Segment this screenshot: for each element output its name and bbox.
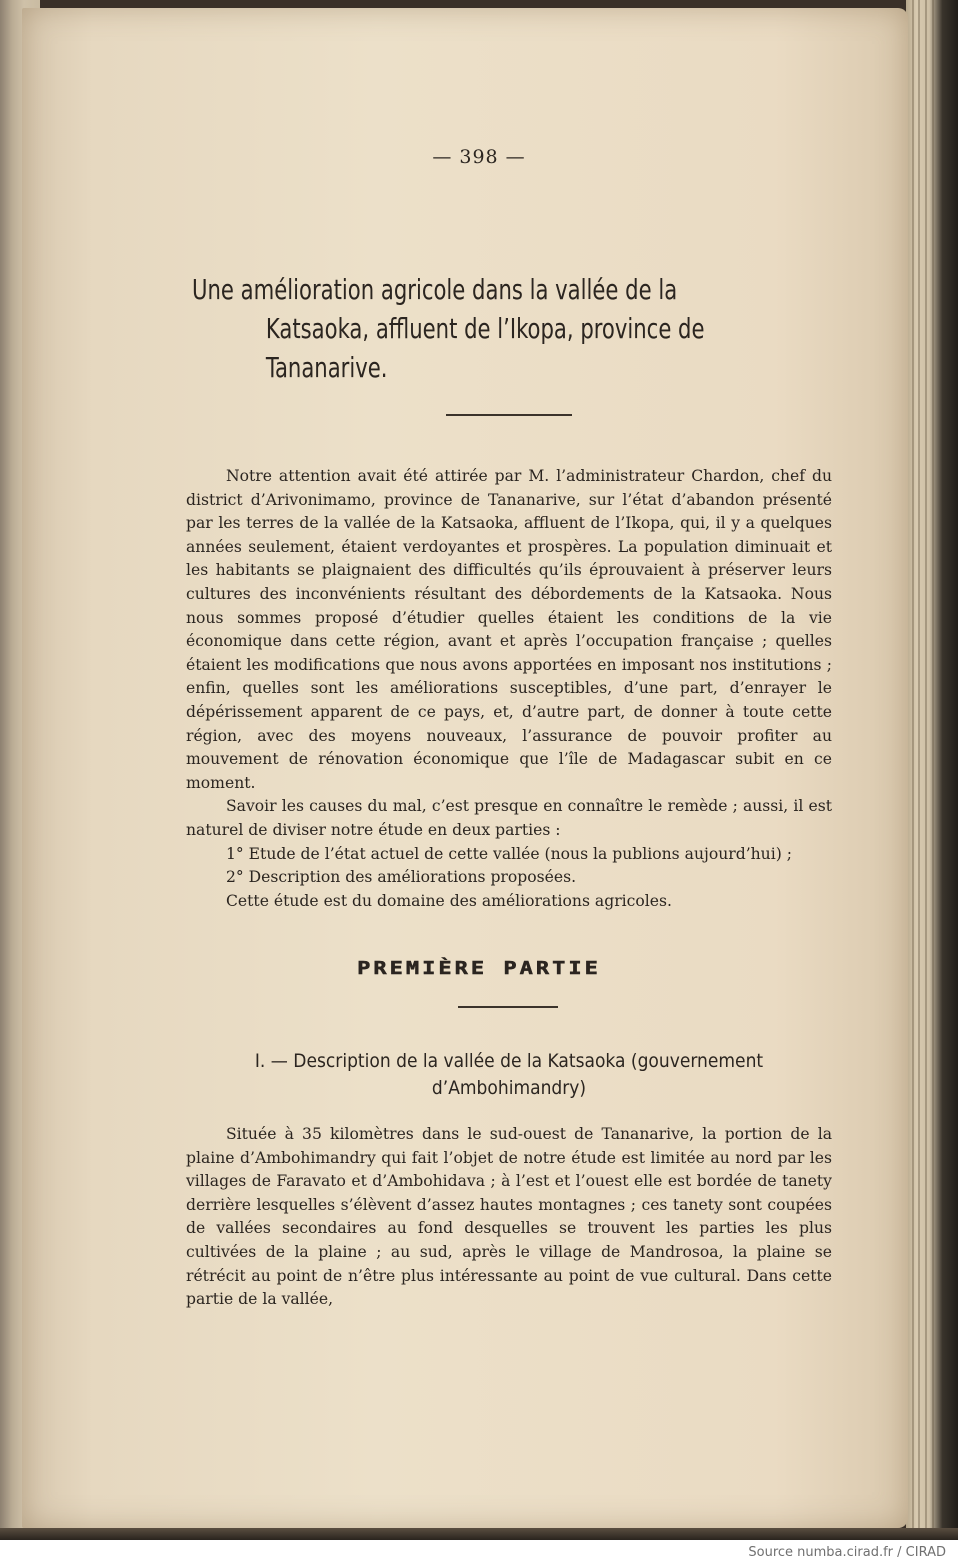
article-title (192, 270, 835, 387)
book-bottom-edge (0, 1528, 958, 1540)
book-right-edge (906, 0, 958, 1540)
title-line-2: Katsaoka, affluent de l’Ikopa, province de (265, 312, 705, 345)
intro-text (186, 465, 832, 913)
intro-paragraph-2: Savoir les causes du mal, c’est presque en connaître le remède ; aussi, il est naturel de diviser notre étude en deux parties : (186, 797, 832, 839)
section-heading (186, 1048, 832, 1102)
section-paragraph: Située à 35 kilomètres dans le sud-ouest de Tananarive, la portion de la plaine d’Ambohimandry qui fait l’objet de notre étude est limitée au nord par les villages de Faravato et d’Ambohidava ; à l’est et l’ouest elle est bordée de tanety derrière lesquelles s’élèvent d’assez hautes montagnes ; ces tanety sont coupées de vallées secondaires au fond desquelles se trouvent les parties les plus cultivées de la plaine ; au sud, après le village de Mandrosoa, la plaine se rétrécit au point de n’être plus intéressante au point de vue cultural. Dans cette partie de la vallée, (186, 1125, 832, 1309)
source-credit: Source numba.cirad.fr / CIRAD (748, 1545, 946, 1560)
title-line-1: Une amélioration agricole dans la vallée de la (192, 273, 678, 306)
section-text (186, 1123, 832, 1312)
list-item-1: 1° Etude de l’état actuel de cette vallée (nous la publions aujourd’hui) ; (226, 844, 793, 863)
part-heading: PREMIÈRE PARTIE (357, 958, 601, 979)
title-divider (446, 414, 572, 416)
section-heading-line-2: d’Ambohimandry) (431, 1077, 587, 1099)
intro-paragraph-1: Notre attention avait été attirée par M. l’administrateur Chardon, chef du district d’Arivonimamo, province de Tananarive, sur l’état d’abandon présenté par les terres de la vallée de la Katsaoka, affluent de l’Ikopa, qui, il y a quelques années seulement, étaient verdoyantes et prospères. La population diminuait et les habitants se plaignaient des difficultés qu’ils éprouvaient à préserver leurs cultures des inconvénients résultant des débordements de la Katsaoka. Nous nous sommes proposé d’étudier quelles étaient les conditions de la vie économique dans cette région, avant et après l’occupation française ; quelles étaient les modifications que nous avons apportées en imposant nos institutions ; enfin, quelles sont les améliorations susceptibles, d’une part, d’enrayer le dépérissement apparent de ce pays, et, d’autre part, de donner à toute cette région, avec des moyens nouveaux, l’assurance de pouvoir profiter au mouvement de rénovation économique que l’île de Madagascar subit en ce moment. (186, 467, 832, 792)
part-divider (458, 1006, 558, 1008)
title-line-3: Tananarive. (265, 351, 388, 384)
page-edge-line (932, 0, 934, 1540)
list-item-2: 2° Description des améliorations proposées. (226, 868, 577, 887)
page-edge-line (918, 0, 920, 1540)
closing-sentence: Cette étude est du domaine des améliorations agricoles. (226, 891, 672, 910)
page-edge-line (912, 0, 914, 1540)
page-number: — 398 — (432, 146, 526, 168)
section-heading-line-1: I. — Description de la vallée de la Katsaoka (gouvernement (254, 1050, 764, 1072)
page-edge-line (925, 0, 927, 1540)
